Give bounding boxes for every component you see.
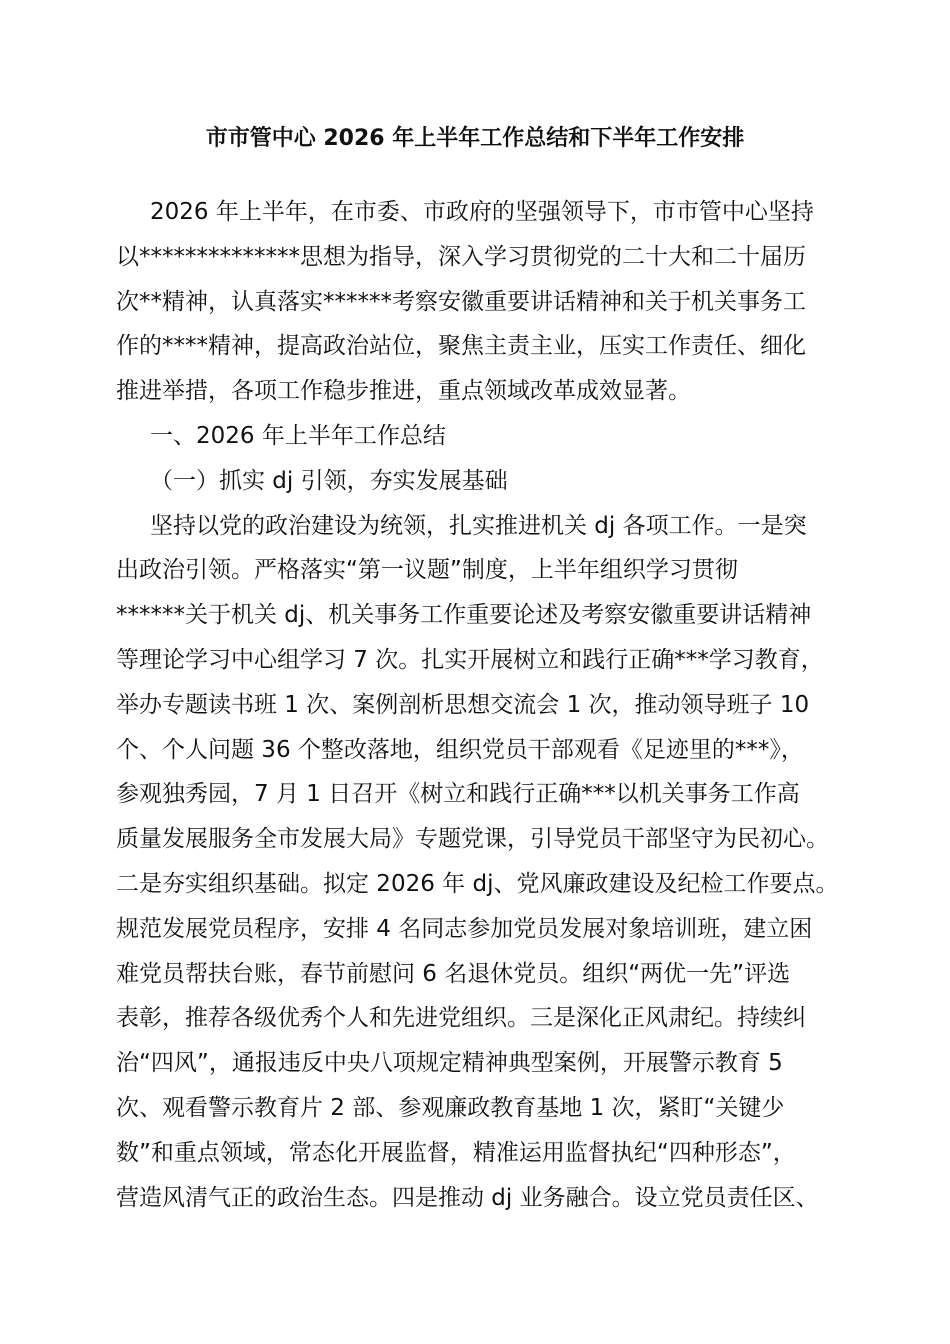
text-line: 作的****精神，提高政治站位，聚焦主责主业，压实工作责任、细化 [116, 333, 806, 360]
text-line: 坚持以党的政治建设为统领，扎实推进机关 dj 各项工作。一是突 [150, 512, 807, 539]
text-line: 表彰，推荐各级优秀个人和先进党组织。三是深化正风肃纪。持续纠 [116, 1005, 806, 1032]
text-line: 个、个人问题 36 个整改落地，组织党员干部观看《足迹里的***》， [116, 736, 804, 763]
text-line: 推进举措，各项工作稳步推进，重点领域改革成效显著。 [116, 378, 691, 405]
text-line: 等理论学习中心组学习 7 次。扎实开展树立和践行正确***学习教育， [116, 646, 824, 673]
text-line: 治“四风”，通报违反中央八项规定精神典型案例，开展警示教育 5 [116, 1050, 783, 1077]
text-line: 参观独秀园，7 月 1 日召开《树立和践行正确***以机关事务工作高 [116, 781, 800, 808]
text-line: 以**************思想为指导，深入学习贯彻党的二十大和二十届历 [116, 243, 806, 270]
text-line: 质量发展服务全市发展大局》专题党课，引导党员干部坚守为民初心。 [116, 826, 829, 853]
text-line: 营造风清气正的政治生态。四是推动 dj 业务融合。设立党员责任区、 [116, 1184, 819, 1211]
text-line: 出政治引领。严格落实“第一议题”制度，上半年组织学习贯彻 [116, 557, 738, 584]
text-line: 一、2026 年上半年工作总结 [150, 422, 446, 449]
text-line: 2026 年上半年，在市委、市政府的坚强领导下，市市管中心坚持 [150, 199, 814, 225]
document-body [116, 190, 856, 1220]
text-line: 规范发展党员程序，安排 4 名同志参加党员发展对象培训班，建立困 [116, 915, 813, 942]
text-line: 二是夯实组织基础。拟定 2026 年 dj、党风廉政建设及纪检工作要点。 [116, 870, 839, 897]
text-line: 次**精神，认真落实******考察安徽重要讲话精神和关于机关事务工 [116, 288, 806, 315]
document-title: 市市管中心 2026 年上半年工作总结和下半年工作安排 [205, 126, 745, 151]
text-line: 举办专题读书班 1 次、案例剖析思想交流会 1 次，推动领导班子 10 [116, 691, 810, 718]
text-line: （一）抓实 dj 引领，夯实发展基础 [150, 467, 508, 494]
text-line: 次、观看警示教育片 2 部、参观廉政教育基地 1 次，紧盯“关键少 [116, 1094, 785, 1121]
text-line: 数”和重点领域，常态化开展监督，精准运用监督执纪“四种形态”， [116, 1139, 796, 1166]
text-line: ******关于机关 dj、机关事务工作重要论述及考察安徽重要讲话精神 [116, 602, 812, 629]
text-line: 难党员帮扶台账，春节前慰问 6 名退休党员。组织“两优一先”评选 [116, 960, 791, 987]
